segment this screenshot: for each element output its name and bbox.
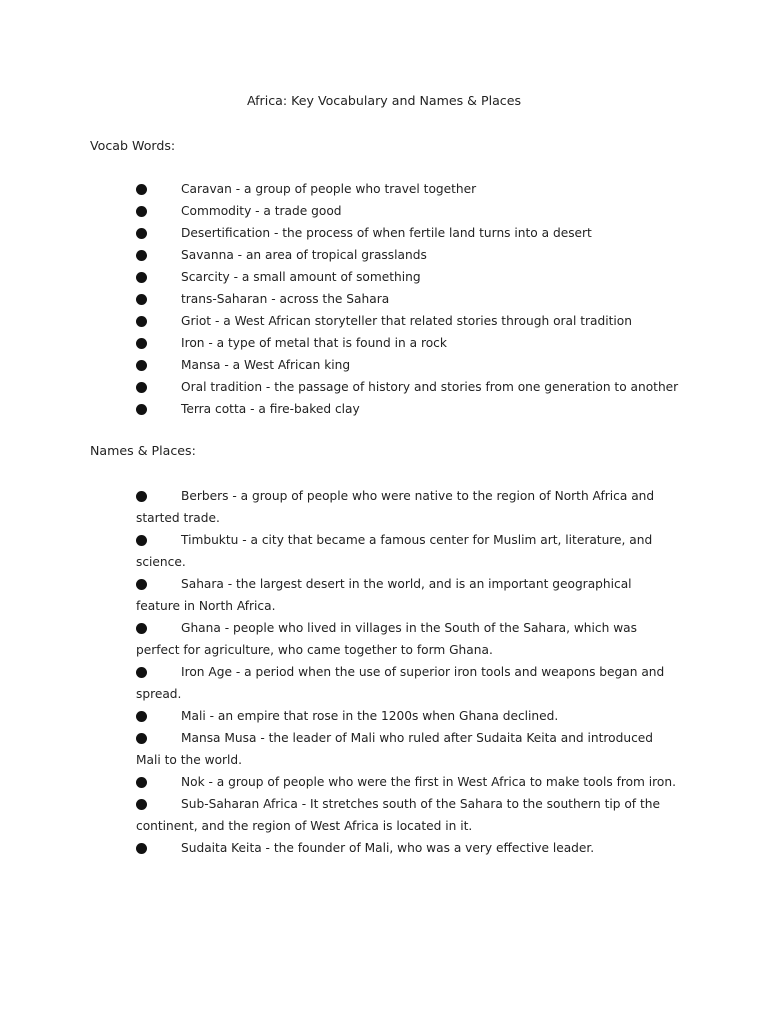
vocab-item-text: Scarcity - a small amount of something xyxy=(181,270,421,284)
bullet-icon xyxy=(136,579,147,590)
bullet-icon xyxy=(136,799,147,810)
bullet-icon xyxy=(136,206,147,217)
vocab-item xyxy=(136,180,696,202)
names-item-text: Timbuktu - a city that became a famous center for Muslim art, literature, and science. xyxy=(136,533,653,569)
vocab-item xyxy=(136,356,696,378)
bullet-icon xyxy=(136,843,147,854)
bullet-icon xyxy=(136,733,147,744)
names-item xyxy=(136,617,676,661)
names-item-text: Ghana - people who lived in villages in the South of the Sahara, which was perfect for agriculture, who came together to form Ghana. xyxy=(136,621,637,657)
vocab-item-text: Terra cotta - a fire-baked clay xyxy=(181,402,360,416)
bullet-icon xyxy=(136,360,147,371)
vocab-item xyxy=(136,224,696,246)
vocab-item xyxy=(136,290,696,312)
document-title: Africa: Key Vocabulary and Names & Places xyxy=(246,93,522,108)
bullet-icon xyxy=(136,491,147,502)
vocab-item xyxy=(136,378,696,400)
vocab-item-text: Mansa - a West African king xyxy=(181,358,351,372)
names-item xyxy=(136,661,676,705)
names-item xyxy=(136,573,676,617)
bullet-icon xyxy=(136,184,147,195)
bullet-icon xyxy=(136,404,147,415)
names-places-heading: Names & Places: xyxy=(90,443,196,458)
names-item-text: Sub-Saharan Africa - It stretches south of the Sahara to the southern tip of the continent, and the region of West Africa is located in it. xyxy=(136,797,660,833)
vocab-item-text: Caravan - a group of people who travel together xyxy=(181,182,477,196)
bullet-icon xyxy=(136,338,147,349)
names-item-text: Iron Age - a period when the use of superior iron tools and weapons began and spread. xyxy=(136,665,665,701)
vocab-item-text: Oral tradition - the passage of history and stories from one generation to another xyxy=(181,380,679,394)
vocab-item xyxy=(136,202,696,224)
bullet-icon xyxy=(136,711,147,722)
vocab-item xyxy=(136,312,696,334)
vocab-item-text: Commodity - a trade good xyxy=(181,204,342,218)
names-item-text: Nok - a group of people who were the first in West Africa to make tools from iron. xyxy=(181,775,676,789)
bullet-icon xyxy=(136,294,147,305)
names-item xyxy=(136,837,676,859)
vocab-item-text: Iron - a type of metal that is found in a rock xyxy=(181,336,447,350)
vocab-heading: Vocab Words: xyxy=(90,138,176,153)
bullet-icon xyxy=(136,228,147,239)
bullet-icon xyxy=(136,777,147,788)
vocab-list xyxy=(136,180,696,422)
names-item xyxy=(136,727,676,771)
names-item-text: Mansa Musa - the leader of Mali who ruled after Sudaita Keita and introduced Mali to the world. xyxy=(136,731,654,767)
vocab-item-text: trans-Saharan - across the Sahara xyxy=(181,292,390,306)
names-item xyxy=(136,793,676,837)
bullet-icon xyxy=(136,316,147,327)
names-item-text: Sudaita Keita - the founder of Mali, who was a very effective leader. xyxy=(181,841,595,855)
names-item-text: Berbers - a group of people who were native to the region of North Africa and started trade. xyxy=(136,489,655,525)
names-item xyxy=(136,705,676,727)
vocab-item-text: Desertification - the process of when fertile land turns into a desert xyxy=(181,226,592,240)
names-item-text: Mali - an empire that rose in the 1200s when Ghana declined. xyxy=(181,709,559,723)
names-item-text: Sahara - the largest desert in the world, and is an important geographical feature in North Africa. xyxy=(136,577,632,613)
vocab-item-text: Griot - a West African storyteller that related stories through oral tradition xyxy=(181,314,632,328)
names-places-list xyxy=(136,485,676,859)
bullet-icon xyxy=(136,623,147,634)
names-item xyxy=(136,485,676,529)
bullet-icon xyxy=(136,250,147,261)
vocab-item xyxy=(136,268,696,290)
names-item xyxy=(136,771,676,793)
vocab-item-text: Savanna - an area of tropical grasslands xyxy=(181,248,427,262)
vocab-item xyxy=(136,400,696,422)
bullet-icon xyxy=(136,535,147,546)
names-item xyxy=(136,529,676,573)
vocab-item xyxy=(136,334,696,356)
bullet-icon xyxy=(136,272,147,283)
bullet-icon xyxy=(136,667,147,678)
bullet-icon xyxy=(136,382,147,393)
vocab-item xyxy=(136,246,696,268)
